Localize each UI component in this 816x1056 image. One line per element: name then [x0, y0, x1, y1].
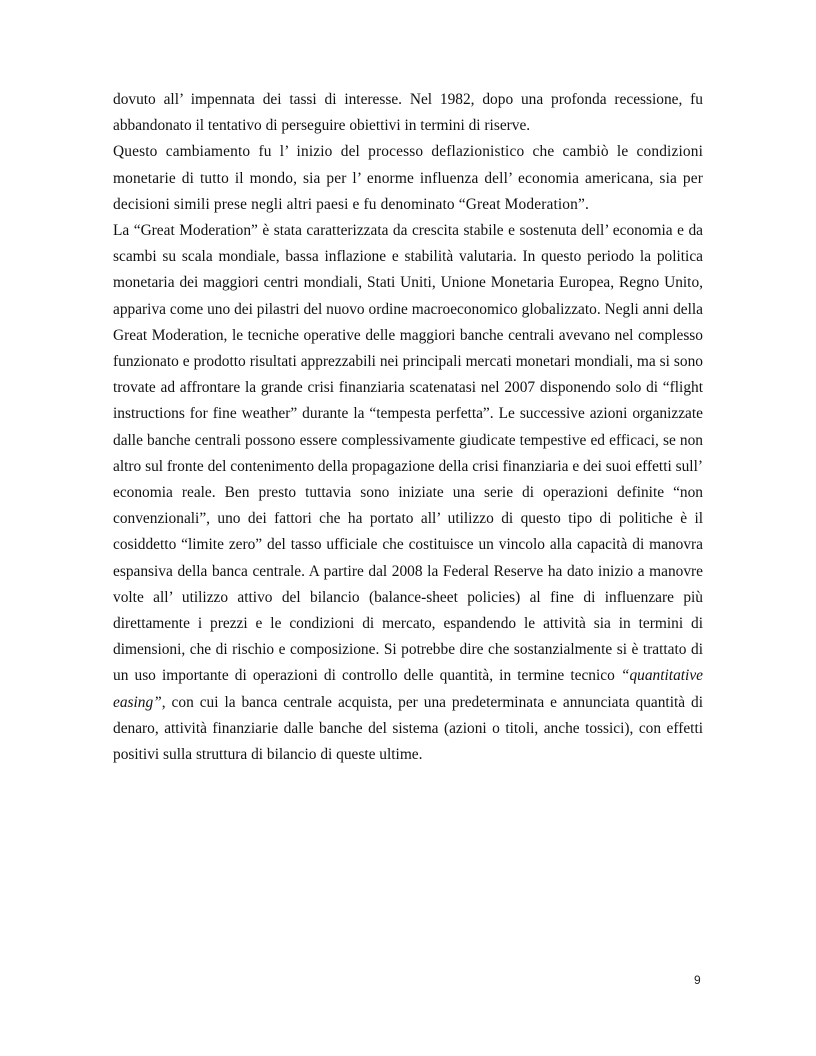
paragraph-3 — [113, 218, 703, 768]
paragraph-3-main: La “Great Moderation” è stata caratterizzata da crescita stabile e sostenuta dell’ economia e da scambi su scala mondiale, bassa inflazione e stabilità valutaria. In questo periodo la politica monetaria dei maggiori centri mondiali, Stati Uniti, Unione Monetaria Europea, Regno Unito, appariva come uno dei pilastri del nuovo ordine macroeconomico globalizzato. Negli anni della Great Moderation, le tecniche operative delle maggiori banche centrali avevano nel complesso funzionato e prodotto risultati apprezzabili nei principali mercati monetari mondiali, ma si sono trovate ad affrontare la grande crisi finanziaria scatenatasi nel 2007 disponendo solo di “flight instructions for fine weather” durante la “tempesta perfetta”. Le successive azioni organizzate dalle banche centrali possono essere complessivamente giudicate tempestive ed efficaci, se non altro sul fronte del contenimento della propagazione della crisi finanziaria e dei suoi effetti sull’ economia reale. Ben presto tuttavia sono iniziate una serie di operazioni definite “non convenzionali”, uno dei fattori che ha portato all’ utilizzo di questo tipo di politiche è il cosiddetto “limite zero” del tasso ufficiale che costituisce un vincolo alla capacità di manovra espansiva della banca centrale. A partire dal 2008 la Federal Reserve ha dato inizio a manovre volte all’ utilizzo attivo del bilancio (balance-sheet policies) al fine di influenzare più direttamente i prezzi e le condizioni di mercato, espandendo le attività sia in termini di dimensioni, che di rischio e composizione. Si potrebbe dire che sostanzialmente si è trattato di un uso importante di operazioni di controllo delle quantità, in termine tecnico — [113, 222, 703, 685]
page-number: 9 — [694, 973, 701, 987]
paragraph-1: dovuto all’ impennata dei tassi di interesse. Nel 1982, dopo una profonda recessione, fu abbandonato il tentativo di perseguire obiettivi in termini di riserve. — [113, 91, 703, 135]
body-text — [113, 87, 703, 768]
italic-term-quantitative-easing: “quantitative easing” — [113, 667, 703, 711]
paragraph-3-tail: , con cui la banca centrale acquista, per una predeterminata e annunciata quantità di denaro, attività finanziarie dalle banche del sistema (azioni o titoli, anche tossici), con effetti positivi sulla struttura di bilancio di queste ultime. — [113, 693, 703, 764]
paragraph-2: Questo cambiamento fu l’ inizio del processo deflazionistico che cambiò le condizioni monetarie di tutto il mondo, sia per l’ enorme influenza dell’ economia americana, sia per decisioni simili prese negli altri paesi e fu denominato “Great Moderation”. — [113, 143, 703, 213]
